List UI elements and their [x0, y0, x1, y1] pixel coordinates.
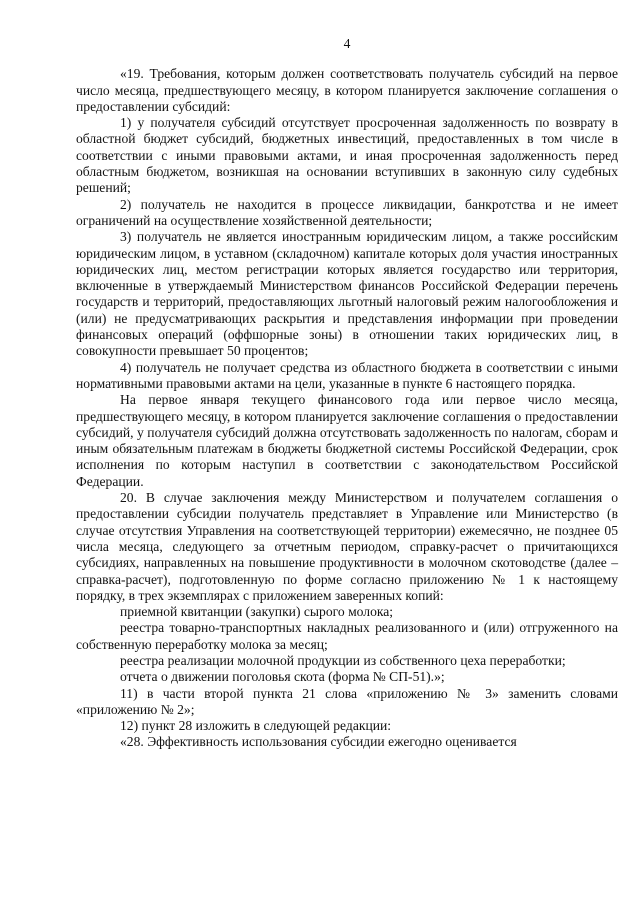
paragraph-item-1: 1) у получателя субсидий отсутствует просроченная задолженность по возврату в областной бюджет субсидий, бюджетных инвестиций, предоставленных в том числе в соответствии с иными правовыми актами, и иная просроченная задолженность перед областным бюджетом, возникшая на основании вступивших в законную силу судебных решений;	[76, 115, 618, 196]
paragraph-28-start: «28. Эффективность использования субсидии ежегодно оценивается	[120, 734, 517, 750]
paragraph-tax-debt: На первое января текущего финансового года или первое число месяца, предшествующего месяцу, в котором планируется заключение соглашения о предоставлении субсидий, у получателя субсидий должна отсутствовать задолженность по налогам, сборам и иным обязательным платежам в бюджеты бюджетной системы Российской Федерации, срок исполнения по которым наступил в соответствии с законодательством Российской Федерации.	[76, 392, 618, 489]
paragraph-livestock-report: отчета о движении поголовья скота (форма № СП-51).»;	[120, 669, 445, 685]
paragraph-item-4: 4) получатель не получает средства из областного бюджета в соответствии с иными нормативными правовыми актами на цели, указанные в пункте 6 настоящего порядка.	[76, 359, 618, 391]
paragraph-waybill-register: реестра товарно-транспортных накладных реализованного и (или) отгруженного на собственную переработку молока за месяц;	[76, 620, 618, 652]
paragraph-amendment-11: 11) в части второй пункта 21 слова «приложению № 3» заменить словами «приложению № 2»;	[76, 685, 618, 717]
paragraph-amendment-12: 12) пункт 28 изложить в следующей редакции:	[120, 718, 392, 734]
paragraph-20: 20. В случае заключения между Министерством и получателем соглашения о предоставлении субсидии получатель представляет в Управление или Министерство (в случае отсутствия Управления на соответствующей территории) ежемесячно, не позднее 05 числа месяца, следующего за отчетным периодом, справку-расчет о причитающихся субсидиях, направленных на повышение продуктивности в молочном скотоводстве (далее – справка-расчет), подготовленную по форме согласно приложению № 1 к настоящему порядку, в трех экземплярах с приложением заверенных копий:	[76, 490, 618, 603]
paragraph-item-2: 2) получатель не находится в процессе ликвидации, банкротства и не имеет ограничений на осуществление хозяйственной деятельности;	[76, 196, 618, 228]
paragraph-19-intro: «19. Требования, которым должен соответствовать получатель субсидий на первое число месяца, предшествующего месяцу, в котором планируется заключение соглашения о предоставлении субсидий:	[76, 66, 618, 114]
paragraph-item-3: 3) получатель не является иностранным юридическим лицом, а также российским юридическим лицом, в уставном (складочном) капитале которых доля участия иностранных юридических лиц, местом регистрации которых является государство или территория, включенные в утверждаемый Министерством финансов Российской Федерации перечень государств и территорий, предоставляющих льготный налоговый режим налогообложения и (или) не предусматривающих раскрытия и представления информации при проведении финансовых операций (оффшорные зоны) в отношении таких юридических лиц, в совокупности превышает 50 процентов;	[76, 229, 618, 359]
paragraph-dairy-register: реестра реализации молочной продукции из собственного цеха переработки;	[120, 652, 566, 668]
paragraph-receipt: приемной квитанции (закупки) сырого молока;	[120, 604, 394, 620]
page-number: 4	[343, 36, 351, 51]
